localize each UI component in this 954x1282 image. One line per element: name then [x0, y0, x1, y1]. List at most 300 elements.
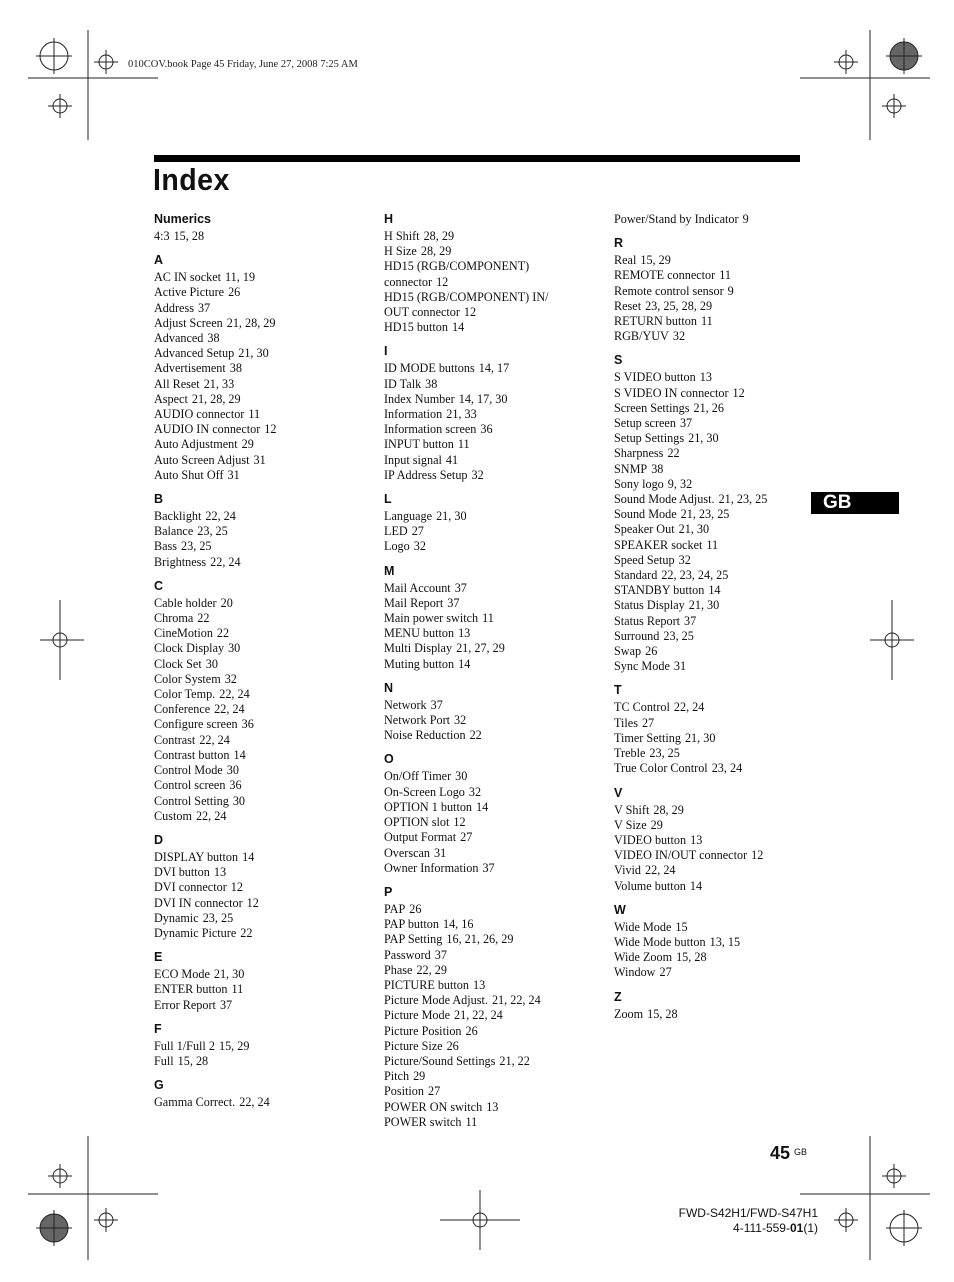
index-pages: 41 [445, 452, 459, 467]
index-pages: 14 [233, 747, 246, 762]
section-heading: R [614, 236, 624, 251]
index-entry [154, 361, 374, 376]
index-term: SPEAKER socket [614, 537, 703, 552]
index-pages: 14 [451, 320, 465, 335]
index-term: Timer Setting [614, 730, 681, 745]
index-pages: 9, 32 [667, 476, 693, 491]
index-pages: 13 [486, 1099, 499, 1114]
index-entry [614, 492, 834, 507]
index-pages: 21, 27, 29 [456, 641, 505, 656]
index-entry [614, 522, 834, 537]
index-pages: 21, 26 [693, 400, 724, 415]
index-entry [614, 659, 834, 674]
index-term: INPUT button [384, 437, 454, 452]
index-term: RGB/YUV [614, 329, 669, 344]
index-entry [384, 581, 604, 596]
index-pages: 22, 24 [219, 687, 250, 702]
index-entry [154, 1095, 374, 1110]
index-term: MENU button [384, 626, 455, 641]
index-term: Control Mode [154, 763, 223, 778]
index-entry [384, 917, 604, 932]
index-term: Speed Setup [614, 552, 675, 567]
index-entry [384, 275, 604, 290]
index-entry [154, 392, 374, 407]
index-pages: 22, 24 [239, 1095, 270, 1110]
index-pages: 27 [641, 715, 655, 730]
index-pages: 21, 23, 25 [718, 492, 768, 507]
index-entry [154, 524, 374, 539]
index-term: Advanced Setup [154, 346, 235, 361]
section-heading: V [614, 785, 623, 800]
index-entry [154, 687, 374, 702]
index-term: Auto Adjustment [154, 437, 238, 452]
section-heading: O [384, 752, 394, 767]
index-entry [154, 641, 374, 656]
index-entry [384, 1115, 604, 1130]
index-term: Color System [154, 671, 221, 686]
index-column-3 [614, 212, 834, 1022]
index-entry [614, 329, 834, 344]
index-term: Multi Display [384, 641, 453, 656]
index-entry [384, 978, 604, 993]
index-term: V Size [614, 817, 647, 832]
index-pages: 23, 25 [649, 746, 680, 761]
index-entry [614, 284, 834, 299]
index-pages: 14 [242, 849, 255, 864]
index-pages: 26 [228, 285, 241, 300]
index-entry [154, 331, 374, 346]
index-pages: 32 [468, 784, 482, 799]
index-term: Chroma [154, 611, 194, 626]
registration-mark-top-left [28, 30, 158, 140]
language-tab: GB [811, 492, 899, 514]
index-entry [154, 672, 374, 687]
index-entry [384, 641, 604, 656]
registration-mark-bottom-center [440, 1190, 520, 1250]
index-term: Balance [154, 524, 194, 539]
index-entry [154, 763, 374, 778]
index-term: Network Port [384, 713, 451, 728]
index-entry [154, 407, 374, 422]
index-term: AUDIO IN connector [154, 422, 261, 437]
index-term: ID Talk [384, 376, 422, 391]
index-pages: 29 [241, 437, 254, 452]
index-term: Backlight [154, 509, 202, 524]
index-pages: 28, 29 [420, 244, 452, 259]
index-term: Active Picture [154, 285, 225, 300]
index-term: Mail Account [384, 580, 451, 595]
index-term: Error Report [154, 997, 216, 1012]
index-entry [384, 361, 604, 376]
index-pages: 23, 25 [663, 628, 694, 643]
index-term: Information screen [384, 422, 477, 437]
index-entry [154, 596, 374, 611]
index-entry [614, 644, 834, 659]
index-term: Power/Stand by Indicator [614, 212, 739, 226]
index-pages: 28, 29 [423, 229, 455, 243]
index-entry [384, 830, 604, 845]
index-entry [154, 626, 374, 641]
index-entry [384, 407, 604, 422]
index-term: Mail Report [384, 595, 444, 610]
part-number-bold: 01 [789, 1221, 804, 1235]
index-term: Auto Screen Adjust [154, 452, 250, 467]
index-term: H Size [384, 244, 417, 259]
index-pages: 14, 17 [478, 361, 510, 376]
index-term: Screen Settings [614, 400, 690, 415]
index-entry [614, 477, 834, 492]
index-entry [154, 301, 374, 316]
index-pages: 21, 22 [499, 1053, 530, 1068]
index-entry [614, 761, 834, 776]
index-term: On/Off Timer [384, 769, 452, 784]
index-term: Sound Mode Adjust. [614, 492, 715, 507]
index-term: V Shift [614, 802, 650, 817]
index-term: PICTURE button [384, 977, 469, 992]
index-entry [154, 285, 374, 300]
index-pages: 30 [226, 763, 239, 778]
index-term: Sync Mode [614, 659, 670, 674]
index-entry [154, 453, 374, 468]
index-entry [384, 698, 604, 713]
index-pages: 14 [476, 799, 489, 814]
index-pages: 31 [227, 467, 240, 482]
index-entry [384, 305, 604, 320]
section-heading: F [154, 1021, 162, 1036]
index-pages: 15, 28 [177, 1053, 209, 1068]
index-pages: 14 [708, 583, 721, 598]
page-title: Index [153, 162, 230, 197]
index-term: Advertisement [154, 361, 226, 376]
index-entry [154, 555, 374, 570]
index-term: Control Setting [154, 793, 229, 808]
index-pages: 21, 30 [436, 509, 467, 524]
index-pages: 21, 30 [213, 967, 245, 982]
index-term: Tiles [614, 715, 638, 730]
index-pages: 38 [425, 376, 438, 391]
model-name: FWD-S42H1/FWD-S47H1 [678, 1206, 818, 1220]
index-term: Contrast button [154, 747, 230, 762]
section-heading: I [384, 344, 388, 359]
index-pages: 21, 30 [688, 598, 720, 613]
index-pages: 14, 17, 30 [458, 391, 508, 406]
index-term: True Color Control [614, 761, 708, 776]
index-term: IP Address Setup [384, 467, 468, 482]
index-pages: 32 [678, 552, 691, 567]
index-entry [154, 702, 374, 717]
index-term: Cable holder [154, 595, 217, 610]
section-heading: N [384, 680, 394, 695]
index-term: Auto Shut Off [154, 467, 224, 482]
index-term: Position [384, 1084, 424, 1099]
index-term: Bass [154, 539, 178, 554]
index-pages: 22 [197, 611, 210, 626]
registration-mark-mid-left [40, 600, 84, 680]
index-entry [614, 431, 834, 446]
index-pages: 31 [253, 452, 266, 467]
index-pages: 22, 24 [210, 554, 241, 569]
index-entry [154, 778, 374, 793]
index-term: CineMotion [154, 626, 213, 641]
index-term: POWER ON switch [384, 1099, 483, 1114]
index-term: ECO Mode [154, 967, 210, 982]
index-entry [384, 259, 604, 274]
index-pages: 32 [224, 671, 237, 686]
index-pages: 21, 22, 24 [454, 1008, 503, 1023]
index-term: Standard [614, 568, 658, 583]
index-term: Information [384, 407, 443, 422]
index-entry [154, 539, 374, 554]
index-pages: 36 [480, 422, 493, 437]
index-term: Picture Size [384, 1038, 443, 1053]
index-entry [384, 815, 604, 830]
index-term: RETURN button [614, 314, 697, 329]
index-term: Sound Mode [614, 507, 677, 522]
index-entry [154, 1039, 374, 1054]
section-heading: B [154, 492, 164, 507]
index-entry [384, 728, 604, 743]
page-number: 45 [770, 1143, 791, 1163]
index-pages: 11 [465, 1114, 478, 1129]
index-term: OPTION 1 button [384, 799, 473, 814]
index-pages: 15, 28 [676, 950, 707, 965]
section-heading: P [384, 884, 393, 899]
index-pages: 38 [651, 461, 664, 476]
index-term: Password [384, 947, 431, 962]
index-term: Contrast [154, 732, 196, 747]
index-pages: 22 [216, 626, 230, 641]
index-entry [154, 657, 374, 672]
index-pages: 9 [727, 283, 734, 298]
index-term: Aspect [154, 391, 188, 406]
index-entry [384, 1084, 604, 1099]
index-entry [384, 932, 604, 947]
index-term: Color Temp. [154, 687, 216, 702]
registration-mark-mid-right [870, 600, 914, 680]
index-pages: 27 [460, 830, 473, 845]
index-pages: 37 [482, 860, 495, 875]
index-entry [154, 850, 374, 865]
index-entry [614, 507, 834, 522]
section-heading: G [154, 1078, 164, 1093]
index-pages: 32 [672, 329, 686, 344]
index-entry [614, 833, 834, 848]
registration-mark-bottom-left [28, 1136, 158, 1260]
index-pages: 22 [240, 925, 253, 940]
index-term: Logo [384, 539, 410, 554]
index-pages: 23, 25 [181, 539, 212, 554]
index-entry [384, 769, 604, 784]
index-term: AC IN socket [154, 270, 222, 285]
index-pages: 14 [458, 656, 471, 671]
index-pages: 26 [465, 1023, 478, 1038]
index-pages: 29 [413, 1069, 426, 1084]
index-entry [384, 453, 604, 468]
index-pages: 23, 24 [711, 761, 743, 776]
index-entry [384, 1100, 604, 1115]
index-term: ID MODE buttons [384, 361, 475, 376]
index-entry [154, 998, 374, 1013]
index-term: Setup screen [614, 416, 676, 431]
index-entry [384, 785, 604, 800]
index-entry [384, 993, 604, 1008]
index-term: Network [384, 697, 427, 712]
index-entry [154, 865, 374, 880]
index-entry [614, 965, 834, 980]
index-entry [154, 316, 374, 331]
index-term: POWER switch [384, 1114, 462, 1129]
model-info [679, 1206, 818, 1236]
index-term: Main power switch [384, 611, 479, 626]
index-term: Owner Information [384, 860, 479, 875]
index-term: Adjust Screen [154, 315, 223, 330]
index-pages: 36 [241, 717, 254, 732]
index-entry [384, 1008, 604, 1023]
index-pages: 23, 25 [202, 910, 234, 925]
index-entry [614, 1007, 834, 1022]
index-entry [384, 320, 604, 335]
index-pages: 37 [684, 613, 697, 628]
index-term: OPTION slot [384, 815, 450, 830]
index-term: Clock Display [154, 641, 225, 656]
index-pages: 30 [205, 656, 218, 671]
section-heading: Z [614, 989, 622, 1004]
index-term: Pitch [384, 1069, 410, 1084]
index-term: ENTER button [154, 982, 228, 997]
index-term: LED [384, 524, 408, 539]
index-pages: 22, 24 [673, 700, 705, 715]
index-entry [614, 401, 834, 416]
index-pages: 37 [219, 997, 233, 1012]
index-term: Output Format [384, 830, 457, 845]
index-term: Address [154, 300, 194, 315]
index-entry [614, 818, 834, 833]
index-entry [614, 314, 834, 329]
index-entry [614, 863, 834, 878]
index-entry [614, 386, 834, 401]
index-entry [154, 911, 374, 926]
index-entry [154, 229, 374, 244]
index-term: Input signal [384, 452, 442, 467]
index-pages: 32 [454, 713, 467, 728]
index-term: Picture/Sound Settings [384, 1053, 496, 1068]
index-term: Language [384, 509, 433, 524]
index-entry [384, 963, 604, 978]
index-pages: 27 [659, 965, 672, 980]
index-term: Window [614, 965, 656, 980]
index-pages: 22 [469, 728, 482, 743]
index-entry [614, 848, 834, 863]
index-term: STANDBY button [614, 583, 705, 598]
index-pages: 11 [706, 537, 719, 552]
index-entry [614, 568, 834, 583]
index-term: Real [614, 253, 637, 268]
index-pages: 30 [455, 769, 468, 784]
index-pages: 22, 29 [416, 962, 447, 977]
index-term: 4:3 [154, 229, 170, 243]
section-heading: A [154, 253, 164, 268]
index-entry [154, 270, 374, 285]
part-number-suffix: (1) [803, 1221, 818, 1235]
section-heading: Numerics [154, 212, 211, 226]
index-pages: 21, 30 [684, 730, 716, 745]
index-term: HD15 (RGB/COMPONENT) IN/ [384, 289, 549, 304]
index-entry [614, 462, 834, 477]
section-heading: W [614, 902, 626, 917]
index-entry [384, 626, 604, 641]
index-pages: 15, 28 [647, 1006, 678, 1021]
index-entry [154, 982, 374, 997]
index-term: TC Control [614, 700, 670, 715]
index-pages: 15, 29 [218, 1038, 250, 1053]
index-term: Swap [614, 644, 642, 659]
index-term: Surround [614, 628, 660, 643]
index-entry [384, 509, 604, 524]
index-entry [384, 377, 604, 392]
index-term: Wide Mode button [614, 934, 706, 949]
index-pages: 12 [264, 422, 277, 437]
index-pages: 21, 30 [688, 431, 719, 446]
index-entry [384, 611, 604, 626]
title-rule [154, 155, 800, 162]
index-pages: 37 [679, 416, 693, 431]
index-entry [384, 861, 604, 876]
index-entry [154, 926, 374, 941]
index-pages: 22, 24 [214, 702, 245, 717]
index-pages: 21, 33 [203, 376, 235, 391]
index-term: Gamma Correct. [154, 1095, 236, 1110]
index-term: Overscan [384, 845, 431, 860]
index-entry [614, 716, 834, 731]
index-entry [614, 370, 834, 385]
index-term: Setup Settings [614, 431, 685, 446]
index-pages: 13 [690, 832, 703, 847]
index-pages: 23, 25, 28, 29 [645, 298, 713, 313]
part-number [679, 1221, 818, 1236]
index-term: Brightness [154, 554, 207, 569]
index-term: PAP [384, 901, 406, 916]
index-pages: 38 [207, 331, 220, 346]
index-pages: 11 [719, 268, 731, 283]
index-entry [614, 879, 834, 894]
index-entry [614, 212, 834, 227]
index-entry [154, 748, 374, 763]
index-term: Muting button [384, 656, 455, 671]
index-term: HD15 button [384, 320, 448, 335]
index-entry [154, 422, 374, 437]
index-pages: 32 [471, 467, 484, 482]
index-pages: 13 [472, 977, 486, 992]
index-pages: 11 [248, 407, 261, 422]
index-pages: 15, 28 [173, 229, 205, 243]
index-pages: 32 [413, 539, 426, 554]
index-entry [614, 920, 834, 935]
index-entry [614, 299, 834, 314]
index-term: Speaker Out [614, 522, 675, 537]
index-term: DVI connector [154, 880, 227, 895]
section-heading: S [614, 353, 623, 368]
index-entry [154, 377, 374, 392]
index-entry [154, 809, 374, 824]
index-entry [154, 896, 374, 911]
index-pages: 21, 30 [678, 522, 710, 537]
index-pages: 27 [427, 1084, 441, 1099]
index-pages: 21, 28, 29 [226, 315, 276, 330]
index-pages: 30 [232, 793, 246, 808]
index-entry [614, 950, 834, 965]
index-term: Index Number [384, 391, 455, 406]
index-pages: 13 [699, 370, 712, 385]
